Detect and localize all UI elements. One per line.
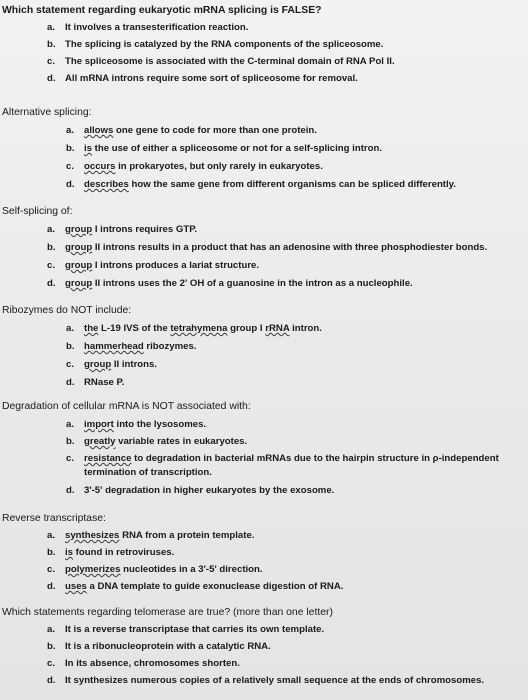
- option-letter: a.: [47, 530, 56, 541]
- option-keyword: tetrahymena: [170, 323, 228, 334]
- option-text: It synthesizes numerous copies of a relatively small sequence at the ends of chromosomes.: [65, 675, 485, 686]
- option-text: It is a reverse transcriptase that carries its own template.: [65, 624, 325, 635]
- option-keyword: group: [65, 224, 93, 235]
- option-text: RNA from a protein template.: [119, 530, 255, 541]
- option-text: The spliceosome is associated with the C-terminal domain of RNA Pol II.: [65, 56, 395, 67]
- option-letter: b.: [47, 242, 56, 253]
- option-letter: c.: [47, 260, 56, 271]
- option-letter: c.: [66, 161, 75, 172]
- option-keyword: group: [65, 260, 93, 271]
- question-stem: Ribozymes do NOT include:: [2, 305, 132, 316]
- option-letter: d.: [47, 581, 56, 592]
- option-text: 3'-5' degradation in higher eukaryotes by the exosome.: [84, 485, 335, 496]
- option-text: It is a ribonucleoprotein with a catalytic RNA.: [65, 641, 271, 652]
- option-keyword: hammerhead: [84, 341, 144, 352]
- option-keyword: polymerizes: [65, 564, 121, 575]
- option-text: It involves a transesterification reaction.: [65, 22, 249, 33]
- option-letter: c.: [47, 564, 56, 575]
- option-keyword: synthesizes: [65, 530, 120, 541]
- option-keyword: rRNA: [265, 323, 290, 334]
- option-letter: a.: [66, 419, 75, 430]
- option-text: found in retroviruses.: [73, 547, 175, 558]
- option-text: into the lysosomes.: [113, 419, 207, 430]
- option-c-continuation: [84, 466, 212, 479]
- option-letter: d.: [47, 278, 56, 289]
- option-text: to degradation in bacterial mRNAs due to the hairpin structure in ρ-independent: [131, 453, 499, 464]
- option-letter: d.: [66, 485, 75, 496]
- option-text: RNase P.: [84, 377, 125, 388]
- option-keyword: greatly: [84, 436, 116, 447]
- question-stem: Which statements regarding telomerase are true? (more than one letter): [2, 607, 333, 618]
- option-text: nucleotides in a 3'-5' direction.: [120, 564, 263, 575]
- question-stem: Which statement regarding eukaryotic mRNA splicing is FALSE?: [2, 5, 322, 16]
- option-letter: b.: [66, 436, 75, 447]
- option-text: variable rates in eukaryotes.: [115, 436, 248, 447]
- option-text: In its absence, chromosomes shorten.: [65, 658, 240, 669]
- option-keyword: occurs: [84, 161, 116, 172]
- option-letter: c.: [47, 658, 56, 669]
- option-text: intron.: [289, 323, 322, 334]
- option-text: one gene to code for more than one protein.: [113, 125, 317, 136]
- option-letter: b.: [47, 547, 56, 558]
- option-text: II introns results in a product that has an adenosine with three phosphodiester bonds.: [92, 242, 488, 253]
- option-text: termination of transcription.: [84, 467, 212, 478]
- option-letter: b.: [47, 39, 56, 50]
- question-stem: Alternative splicing:: [2, 107, 92, 118]
- option-keyword: allows: [84, 125, 114, 136]
- option-text: group I: [227, 323, 266, 334]
- option-text: L-19 IVS of the: [98, 323, 171, 334]
- question-stem: Self-splicing of:: [2, 206, 73, 217]
- option-keyword: the: [84, 323, 99, 334]
- option-letter: b.: [66, 143, 75, 154]
- option-letter: a.: [47, 624, 56, 635]
- option-text: All mRNA introns require some sort of spliceosome for removal.: [65, 73, 358, 84]
- option-text: I introns requires GTP.: [92, 224, 198, 235]
- question-stem: Degradation of cellular mRNA is NOT associated with:: [2, 401, 251, 412]
- option-text: II introns.: [111, 359, 158, 370]
- option-text: The splicing is catalyzed by the RNA components of the spliceosome.: [65, 39, 384, 50]
- option-letter: a.: [47, 224, 56, 235]
- option-keyword: import: [84, 419, 114, 430]
- option-letter: a.: [66, 323, 75, 334]
- option-keyword: is: [65, 547, 74, 558]
- option-letter: a.: [47, 22, 56, 33]
- option-text: II introns uses the 2' OH of a guanosine in the intron as a nucleophile.: [92, 278, 413, 289]
- option-keyword: resistance: [84, 453, 132, 464]
- option-keyword: describes: [84, 179, 129, 190]
- option-letter: c.: [66, 453, 75, 464]
- option-keyword: group: [65, 242, 93, 253]
- option-text: the use of either a spliceosome or not for a self-splicing intron.: [92, 143, 383, 154]
- option-letter: d.: [66, 377, 75, 388]
- option-keyword: group: [84, 359, 112, 370]
- option-letter: b.: [66, 341, 75, 352]
- option-letter: c.: [47, 56, 56, 67]
- option-text: how the same gene from different organisms can be spliced differently.: [128, 179, 456, 190]
- option-letter: d.: [47, 675, 56, 686]
- option-text: I introns produces a lariat structure.: [92, 260, 260, 271]
- option-keyword: is: [84, 143, 93, 154]
- option-text: in prokaryotes, but only rarely in eukaryotes.: [115, 161, 323, 172]
- option-letter: d.: [66, 179, 75, 190]
- option-text: a DNA template to guide exonuclease digestion of RNA.: [86, 581, 344, 592]
- option-text: ribozymes.: [143, 341, 197, 352]
- option-letter: d.: [47, 73, 56, 84]
- option-letter: b.: [47, 641, 56, 652]
- option-letter: c.: [66, 359, 75, 370]
- option-keyword: uses: [65, 581, 87, 592]
- option-letter: a.: [66, 125, 75, 136]
- option-keyword: group: [65, 278, 93, 289]
- question-stem: Reverse transcriptase:: [2, 513, 106, 524]
